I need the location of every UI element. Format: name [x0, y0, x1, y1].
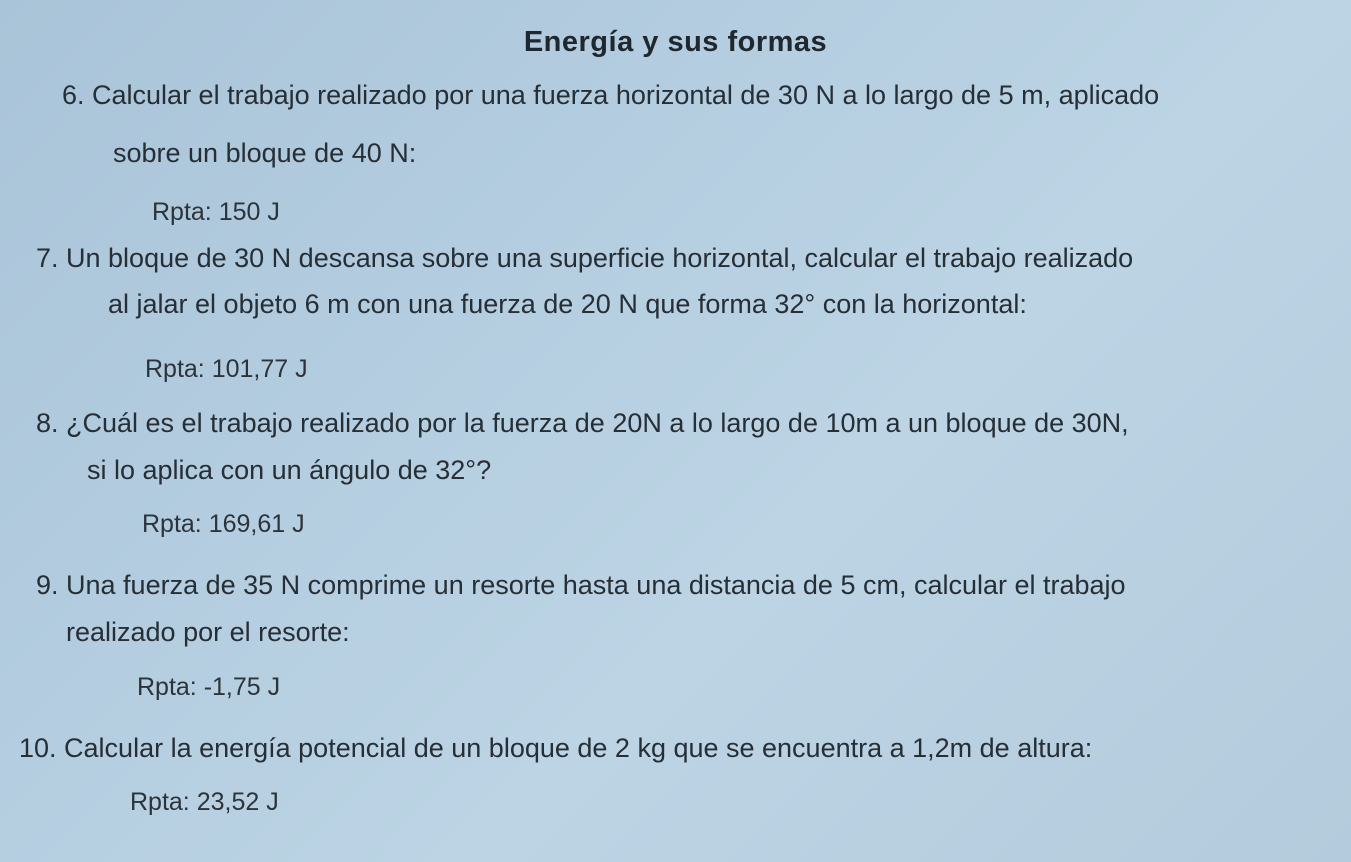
page-title: Energía y sus formas [523, 26, 828, 58]
problem-8-answer: Rpta: 169,61 J [142, 510, 305, 538]
problem-7-answer: Rpta: 101,77 J [145, 355, 308, 383]
problem-6-line-2: sobre un bloque de 40 N: [113, 138, 417, 168]
problem-6-answer: Rpta: 150 J [152, 198, 280, 226]
problem-10-line-1: 10. Calcular la energía potencial de un bloque de 2 kg que se encuentra a 1,2m de altura: [19, 733, 1093, 763]
problem-7-line-1: 7. Un bloque de 30 N descansa sobre una superficie horizontal, calcular el trabajo realizado [36, 243, 1134, 273]
problem-7-line-2: al jalar el objeto 6 m con una fuerza de 20 N que forma 32° con la horizontal: [108, 289, 1027, 319]
problem-8-line-2: si lo aplica con un ángulo de 32°? [87, 455, 492, 485]
problem-9-answer: Rpta: -1,75 J [137, 673, 281, 701]
problem-9-line-1: 9. Una fuerza de 35 N comprime un resorte hasta una distancia de 5 cm, calcular el trabajo [36, 570, 1126, 600]
problem-9-line-2: realizado por el resorte: [66, 617, 350, 647]
problem-6-line-1: 6. Calcular el trabajo realizado por una fuerza horizontal de 30 N a lo largo de 5 m, aplicado [62, 80, 1160, 110]
problem-10-answer: Rpta: 23,52 J [130, 788, 279, 816]
problem-8-line-1: 8. ¿Cuál es el trabajo realizado por la fuerza de 20N a lo largo de 10m a un bloque de 30N, [36, 408, 1129, 438]
